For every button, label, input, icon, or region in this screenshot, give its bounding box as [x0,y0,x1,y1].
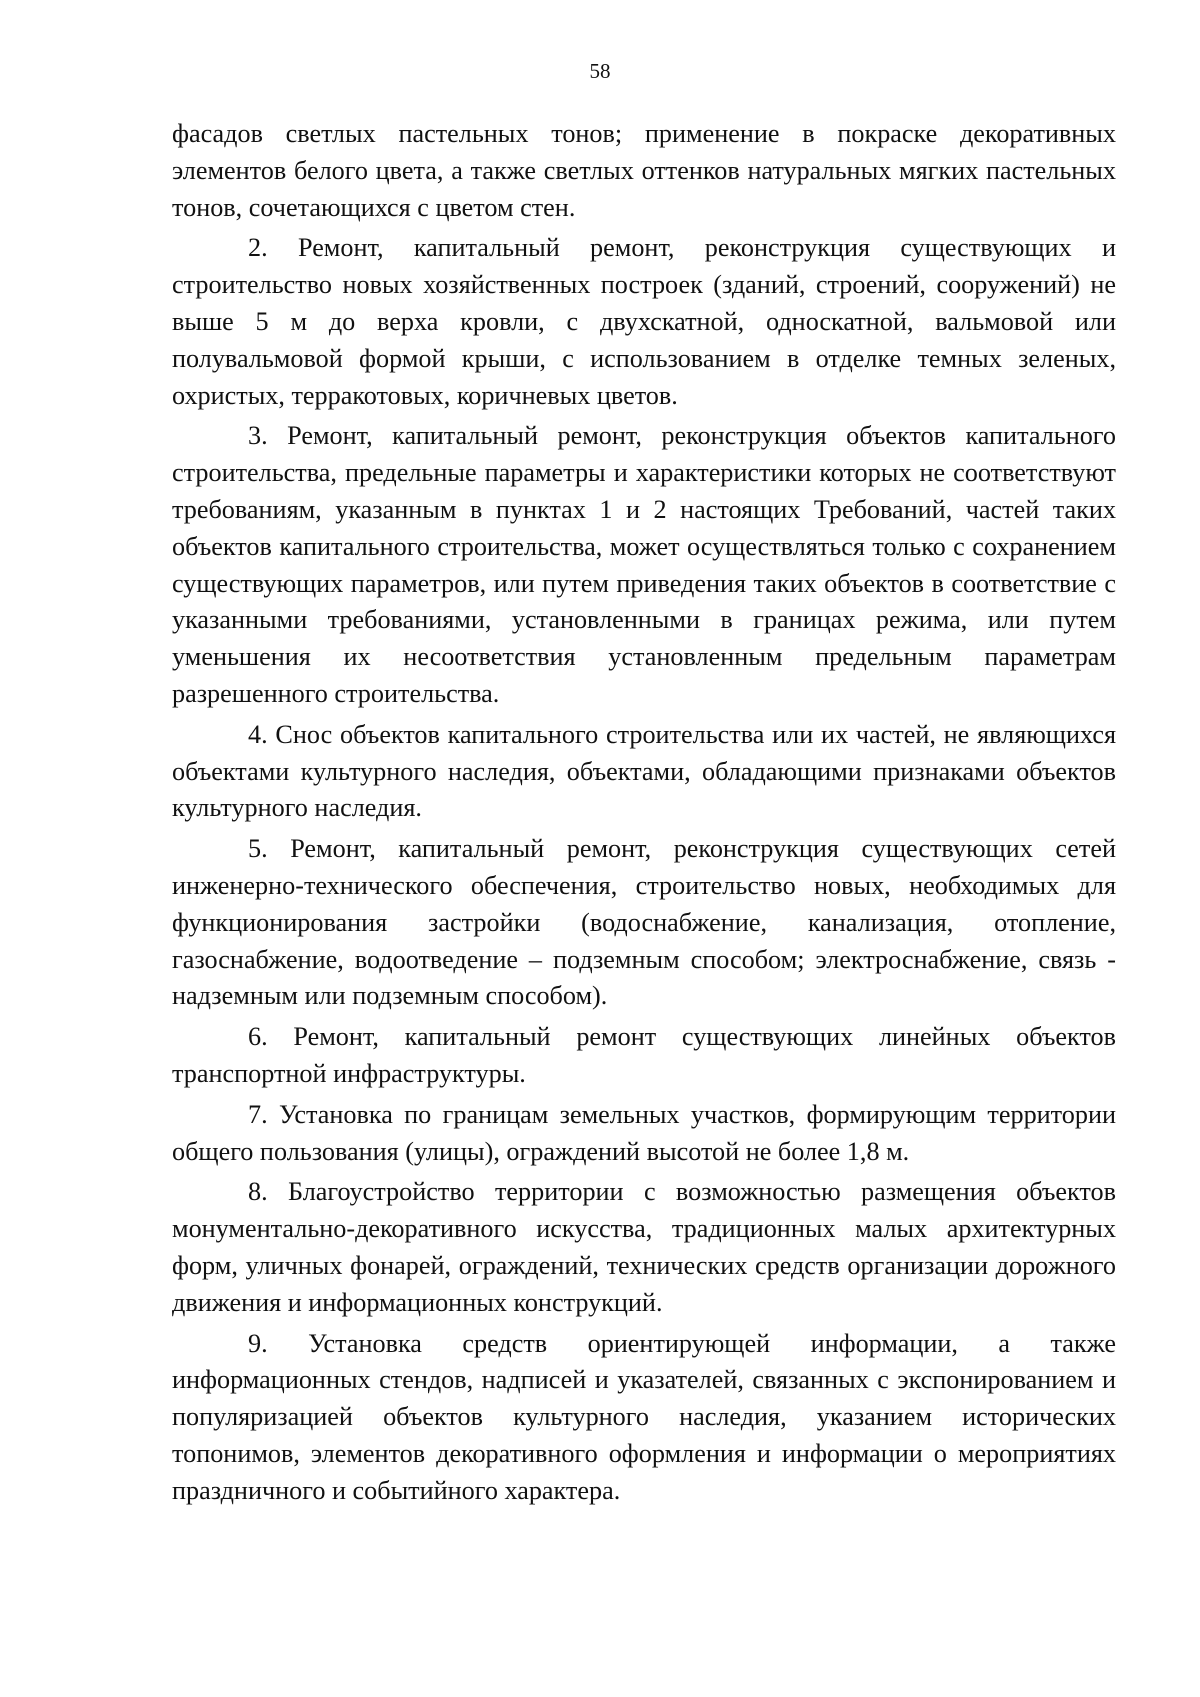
paragraph-continuation: фасадов светлых пастельных тонов; применение в покраске декоративных элементов белого цвета, а также светлых оттенков натуральных мягких пастельных тонов, сочетающихся с цветом стен. [172,119,1116,222]
paragraph-item-2: 2. Ремонт, капитальный ремонт, реконструкция существующих и строительство новых хозяйственных построек (зданий, строений, сооружений) не выше 5 м до верха кровли, с двухскатной, односкатной, вальмовой или полувальмовой формой крыши, с использованием в отделке темных зеленых, охристых, терракотовых, коричневых цветов. [172,233,1116,410]
page-number: 58 [589,59,611,83]
paragraph-item-8: 8. Благоустройство территории с возможностью размещения объектов монументально-декоративного искусства, традиционных малых архитектурных форм, уличных фонарей, ограждений, технических средств организации дорожного движения и информационных конструкций. [172,1177,1116,1317]
paragraph-item-5: 5. Ремонт, капитальный ремонт, реконструкция существующих сетей инженерно-технического обеспечения, строительство новых, необходимых для функционирования застройки (водоснабжение, канализация, отопление, газоснабжение, водоотведение – подземным способом; электроснабжение, связь - надземным или подземным способом). [172,834,1116,1011]
paragraph-item-6: 6. Ремонт, капитальный ремонт существующих линейных объектов транспортной инфраструктуры. [172,1022,1116,1088]
paragraph-item-4: 4. Снос объектов капитального строительства или их частей, не являющихся объектами культурного наследия, объектами, обладающими признаками объектов культурного наследия. [172,719,1116,823]
paragraph-item-9: 9. Установка средств ориентирующей информации, а также информационных стендов, надписей и указателей, связанных с экспонированием и популяризацией объектов культурного наследия, указанием исторических топонимов, элементов декоративного оформления и информации о мероприятиях праздничного и событийного характера. [172,1328,1116,1505]
paragraph-item-3: 3. Ремонт, капитальный ремонт, реконструкция объектов капитального строительства, предельные параметры и характеристики которых не соответствуют требованиям, указанным в пунктах 1 и 2 настоящих Требований, частей таких объектов капитального строительства, может осуществляться только с сохранением существующих параметров, или путем приведения таких объектов в соответствие с указанными требованиями, установленными в границах режима, или путем уменьшения их несоответствия установленным предельным параметрам разрешенного строительства. [172,421,1116,708]
paragraph-item-7: 7. Установка по границам земельных участков, формирующим территории общего пользования (улицы), ограждений высотой не более 1,8 м. [172,1099,1116,1166]
page-body [172,116,1116,1513]
